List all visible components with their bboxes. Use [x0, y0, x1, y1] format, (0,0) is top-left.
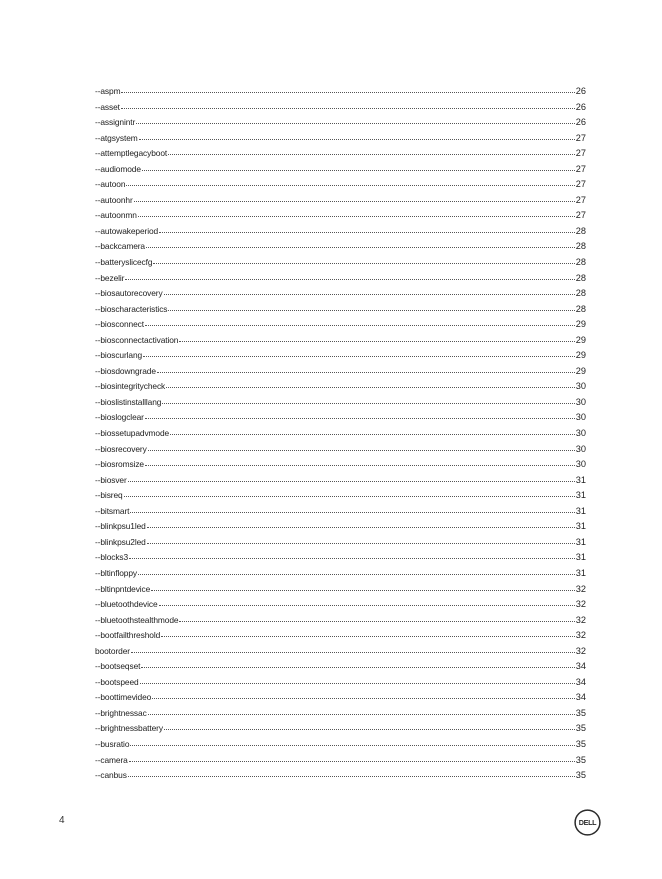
- toc-dot-leader: [145, 417, 575, 419]
- toc-entry-page: 27: [575, 148, 586, 159]
- toc-entry-label: --bootspeed: [95, 676, 139, 687]
- toc-entry-page: 32: [575, 630, 586, 641]
- toc-dot-leader: [128, 775, 575, 777]
- toc-entry-label: --blinkpsu1led: [95, 521, 146, 532]
- toc-entry[interactable]: [95, 224, 586, 240]
- toc-entry-page: 34: [575, 676, 586, 687]
- toc-entry-label: --attemptlegacyboot: [95, 148, 168, 159]
- toc-entry-label: --biosconnect: [95, 319, 144, 330]
- toc-dot-leader: [121, 91, 574, 93]
- toc-dot-leader: [140, 682, 575, 684]
- dell-logo: [574, 809, 601, 836]
- toc-entry-page: 32: [575, 599, 586, 610]
- toc-entry-label: --bitsmart: [95, 505, 130, 516]
- toc-entry-label: --bluetoothstealthmode: [95, 614, 179, 625]
- toc-dot-leader: [136, 122, 575, 124]
- toc-entry-page: 35: [575, 770, 586, 781]
- toc-entry-label: --asset: [95, 101, 120, 112]
- toc-entry-label: --backcamera: [95, 241, 145, 252]
- toc-entry-page: 28: [575, 272, 586, 283]
- toc-entry-label: --blinkpsu2led: [95, 536, 146, 547]
- toc-dot-leader: [153, 262, 574, 264]
- toc-entry[interactable]: [95, 566, 586, 582]
- toc-entry[interactable]: [95, 333, 586, 349]
- toc-entry[interactable]: [95, 613, 586, 629]
- toc-entry[interactable]: [95, 488, 586, 504]
- toc-dot-leader: [147, 542, 575, 544]
- toc-entry[interactable]: [95, 162, 586, 178]
- toc-dot-leader: [147, 526, 575, 528]
- toc-entry-label: --bluetoothdevice: [95, 599, 158, 610]
- toc-dot-leader: [152, 697, 575, 699]
- toc-dot-leader: [164, 293, 575, 295]
- toc-dot-leader: [138, 215, 575, 217]
- toc-entry[interactable]: [95, 379, 586, 395]
- toc-entry[interactable]: [95, 644, 586, 660]
- toc-dot-leader: [159, 604, 575, 606]
- toc-entry[interactable]: [95, 721, 586, 737]
- toc-entry[interactable]: [95, 193, 586, 209]
- toc-entry-label: --biosintegritycheck: [95, 381, 166, 392]
- toc-entry[interactable]: [95, 768, 586, 784]
- toc-dot-leader: [124, 495, 575, 497]
- toc-entry[interactable]: [95, 582, 586, 598]
- toc-dot-leader: [168, 309, 574, 311]
- toc-entry-label: --autoonhr: [95, 194, 133, 205]
- toc-entry[interactable]: [95, 706, 586, 722]
- toc-entry-label: --biosautorecovery: [95, 288, 163, 299]
- toc-dot-leader: [148, 449, 575, 451]
- toc-entry-page: 28: [575, 257, 586, 268]
- toc-entry[interactable]: [95, 348, 586, 364]
- toc-entry-label: --audiomode: [95, 163, 141, 174]
- toc-entry-label: --camera: [95, 754, 128, 765]
- toc-dot-leader: [142, 169, 575, 171]
- toc-entry-label: --atgsystem: [95, 132, 138, 143]
- toc-dot-leader: [138, 573, 575, 575]
- toc-entry-label: --bezelir: [95, 272, 125, 283]
- toc-entry-label: --batteryslicecfg: [95, 257, 153, 268]
- toc-entry[interactable]: [95, 100, 586, 116]
- toc-dot-leader: [162, 402, 574, 404]
- toc-entry-page: 29: [575, 334, 586, 345]
- toc-dot-leader: [179, 340, 574, 342]
- toc-entry-page: 34: [575, 661, 586, 672]
- toc-entry-page: 28: [575, 225, 586, 236]
- toc-entry[interactable]: [95, 753, 586, 769]
- toc-entry-page: 31: [575, 536, 586, 547]
- toc-entry-page: 29: [575, 350, 586, 361]
- toc-entry[interactable]: [95, 84, 586, 100]
- toc-entry-page: 35: [575, 707, 586, 718]
- toc-entry-label: --autoon: [95, 179, 126, 190]
- toc-dot-leader: [131, 651, 575, 653]
- toc-entry[interactable]: [95, 239, 586, 255]
- toc-entry-label: --biosdowngrade: [95, 365, 156, 376]
- toc-dot-leader: [130, 511, 574, 513]
- toc-entry[interactable]: [95, 177, 586, 193]
- toc-entry[interactable]: [95, 255, 586, 271]
- toc-entry-page: 30: [575, 396, 586, 407]
- toc-entry-page: 30: [575, 459, 586, 470]
- toc-dot-leader: [148, 713, 575, 715]
- toc-entry-label: --aspm: [95, 86, 121, 96]
- toc-entry[interactable]: [95, 208, 586, 224]
- toc-dot-leader: [170, 433, 575, 435]
- toc-dot-leader: [121, 107, 575, 109]
- toc-entry-label: --boottimevideo: [95, 692, 152, 703]
- toc-dot-leader: [128, 480, 575, 482]
- toc-entry[interactable]: [95, 519, 586, 535]
- toc-entry-page: 31: [575, 505, 586, 516]
- toc-dot-leader: [145, 464, 575, 466]
- toc-entry[interactable]: [95, 628, 586, 644]
- toc-dot-leader: [164, 728, 575, 730]
- toc-entry-label: --bioslogclear: [95, 412, 144, 423]
- toc-entry-label: --bioslistinstalllang: [95, 396, 162, 407]
- toc-entry-page: 27: [575, 179, 586, 190]
- toc-entry[interactable]: [95, 286, 586, 302]
- toc-entry-page: 35: [575, 738, 586, 749]
- toc-entry[interactable]: [95, 426, 586, 442]
- toc-entry-label: --biosrecovery: [95, 443, 147, 454]
- toc-entry-page: 32: [575, 614, 586, 625]
- toc-dot-leader: [159, 231, 575, 233]
- toc-dot-leader: [143, 355, 575, 357]
- toc-entry[interactable]: [95, 115, 586, 131]
- toc-entry-label: --biossetupadvmode: [95, 428, 170, 439]
- toc-entry[interactable]: [95, 675, 586, 691]
- toc-entry-page: 30: [575, 381, 586, 392]
- toc-entry[interactable]: [95, 442, 586, 458]
- toc-dot-leader: [130, 744, 574, 746]
- toc-entry[interactable]: [95, 364, 586, 380]
- toc-entry[interactable]: [95, 271, 586, 287]
- toc-dot-leader: [145, 324, 575, 326]
- toc-entry-page: 27: [575, 163, 586, 174]
- toc-entry-label: --autowakeperiod: [95, 225, 159, 236]
- toc-entry[interactable]: [95, 737, 586, 753]
- toc-entry-label: --busratio: [95, 738, 130, 749]
- toc-entry-page: 35: [575, 723, 586, 734]
- toc-entry-page: 26: [575, 86, 586, 96]
- toc-entry[interactable]: [95, 690, 586, 706]
- toc-dot-leader: [161, 635, 575, 637]
- toc-entry-label: --bootseqset: [95, 661, 141, 672]
- toc-entry-label: --biosromsize: [95, 459, 144, 470]
- toc-entry-page: 34: [575, 692, 586, 703]
- toc-entry-page: 28: [575, 303, 586, 314]
- table-of-contents: [95, 84, 586, 784]
- toc-entry-page: 26: [575, 101, 586, 112]
- toc-entry-label: --bltinpntdevice: [95, 583, 151, 594]
- toc-entry-label: --assignintr: [95, 117, 136, 128]
- toc-dot-leader: [146, 246, 575, 248]
- toc-entry-label: --bltinfloppy: [95, 567, 137, 578]
- toc-entry[interactable]: [95, 131, 586, 147]
- toc-entry[interactable]: [95, 504, 586, 520]
- toc-dot-leader: [157, 371, 575, 373]
- toc-entry-label: --bioscharacteristics: [95, 303, 168, 314]
- toc-entry-page: 27: [575, 210, 586, 221]
- toc-entry-page: 27: [575, 194, 586, 205]
- toc-entry-page: 30: [575, 443, 586, 454]
- toc-entry-label: --bootfailthreshold: [95, 630, 161, 641]
- toc-entry-page: 27: [575, 132, 586, 143]
- toc-entry-page: 32: [575, 645, 586, 656]
- toc-dot-leader: [134, 200, 575, 202]
- toc-entry-page: 31: [575, 490, 586, 501]
- toc-entry[interactable]: [95, 146, 586, 162]
- toc-entry-label: bootorder: [95, 645, 130, 656]
- toc-entry-page: 29: [575, 365, 586, 376]
- toc-entry[interactable]: [95, 410, 586, 426]
- toc-entry[interactable]: [95, 457, 586, 473]
- toc-entry-page: 35: [575, 754, 586, 765]
- svg-text:DELL: DELL: [578, 818, 597, 828]
- toc-entry-label: --biosver: [95, 474, 127, 485]
- toc-dot-leader: [168, 153, 575, 155]
- toc-entry-page: 32: [575, 583, 586, 594]
- toc-entry[interactable]: [95, 473, 586, 489]
- toc-entry-page: 30: [575, 428, 586, 439]
- toc-dot-leader: [129, 760, 575, 762]
- toc-dot-leader: [126, 184, 574, 186]
- toc-dot-leader: [141, 666, 574, 668]
- toc-dot-leader: [129, 557, 575, 559]
- toc-dot-leader: [125, 278, 574, 280]
- toc-entry-page: 31: [575, 567, 586, 578]
- toc-entry-page: 31: [575, 552, 586, 563]
- toc-dot-leader: [151, 589, 575, 591]
- toc-dot-leader: [179, 620, 574, 622]
- toc-entry-page: 28: [575, 241, 586, 252]
- toc-entry-label: --brightnessbattery: [95, 723, 163, 734]
- toc-entry[interactable]: [95, 550, 586, 566]
- toc-entry-page: 30: [575, 412, 586, 423]
- toc-entry-page: 28: [575, 288, 586, 299]
- toc-entry[interactable]: [95, 317, 586, 333]
- toc-entry-page: 29: [575, 319, 586, 330]
- toc-entry[interactable]: [95, 659, 586, 675]
- toc-dot-leader: [139, 138, 575, 140]
- toc-entry-label: --blocks3: [95, 552, 129, 563]
- toc-entry-label: --bisreq: [95, 490, 123, 501]
- toc-entry[interactable]: [95, 395, 586, 411]
- page-number: 4: [59, 815, 65, 826]
- toc-entry-label: --biosconnectactivation: [95, 334, 179, 345]
- toc-entry-page: 26: [575, 117, 586, 128]
- toc-entry-label: --canbus: [95, 770, 127, 781]
- toc-entry-label: --bioscurlang: [95, 350, 143, 361]
- toc-entry-page: 31: [575, 474, 586, 485]
- toc-entry-label: --brightnessac: [95, 707, 147, 718]
- toc-entry-label: --autoonmn: [95, 210, 137, 221]
- toc-entry[interactable]: [95, 302, 586, 318]
- toc-entry-page: 31: [575, 521, 586, 532]
- toc-dot-leader: [166, 386, 575, 388]
- toc-entry[interactable]: [95, 597, 586, 613]
- toc-entry[interactable]: [95, 535, 586, 551]
